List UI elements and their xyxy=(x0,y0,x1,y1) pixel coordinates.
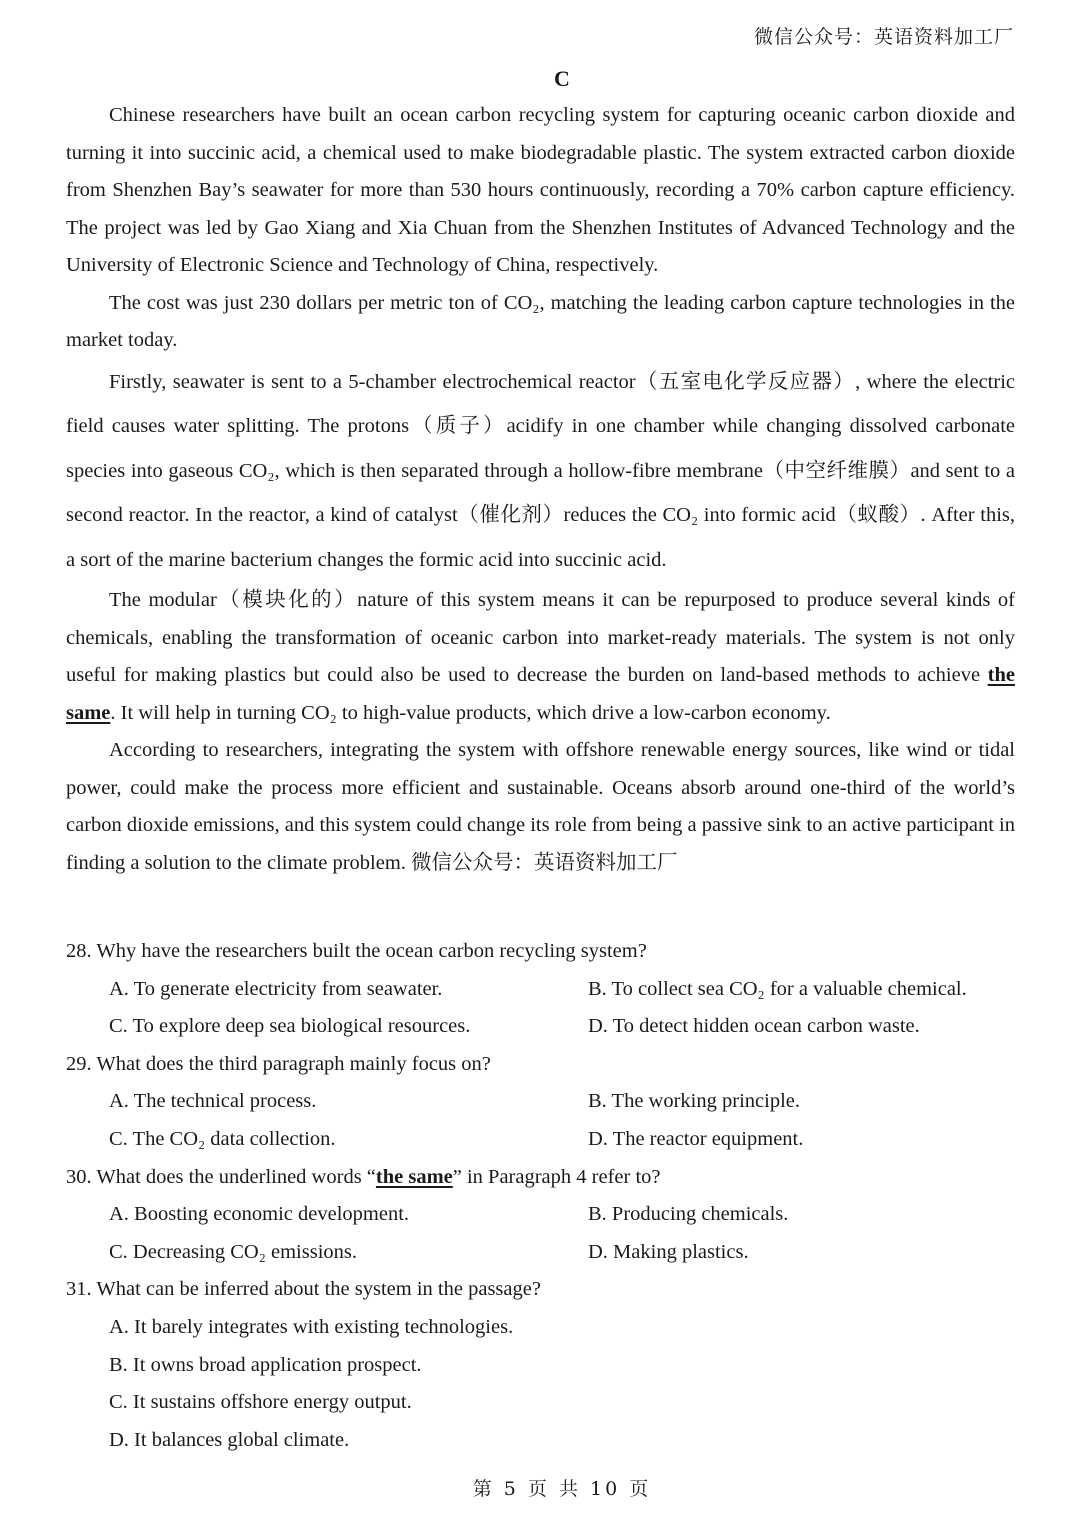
underlined-phrase: the same xyxy=(66,664,1015,724)
section-label: C xyxy=(554,66,570,91)
question-31-option-c: C. It sustains offshore energy output. xyxy=(109,1391,412,1414)
question-31-option-a: A. It barely integrates with existing technologies. xyxy=(109,1315,514,1338)
paragraph-2: The cost was just 230 dollars per metric ton of CO₂, matching the leading carbon capture technologies in the market today. xyxy=(66,291,1015,351)
question-31-option-d: D. It balances global climate. xyxy=(109,1428,350,1451)
question-30-underlined-phrase: the same xyxy=(375,1165,453,1188)
paragraph-4-part-1: The modular（模块化的）nature of this system means it can be repurposed to produce several kinds of chemicals, enabling the transformation of oceanic carbon into market-ready materials. The system is not only useful for making plastics but could also be used to decrease the burden on land-based methods to achieve xyxy=(66,589,1015,686)
question-28-options xyxy=(66,971,1026,1046)
question-30-option-b: B. Producing chemicals. xyxy=(588,1203,789,1226)
question-30-options xyxy=(66,1196,1026,1271)
page-number: 第 5 页 共 10 页 xyxy=(472,1478,652,1500)
paragraph-5: According to researchers, integrating the system with offshore renewable energy sources, like wind or tidal power, could make the process more efficient and sustainable. Oceans absorb around one-third of the world’s carbon dioxide emissions, and this system could change its role from being a passive sink to an active participant in finding a solution to the climate problem. 微信公众号：英语资料加工厂 xyxy=(66,739,1015,874)
question-29-option-b: B. The working principle. xyxy=(588,1090,800,1113)
question-30-option-c: C. Decreasing CO₂ emissions. xyxy=(109,1240,357,1263)
question-28-option-d: D. To detect hidden ocean carbon waste. xyxy=(588,1015,920,1038)
question-28-stem: 28. Why have the researchers built the ocean carbon recycling system? xyxy=(66,940,647,962)
question-30-option-a: A. Boosting economic development. xyxy=(109,1203,410,1226)
question-31-options xyxy=(66,1309,1026,1459)
question-28-option-a: A. To generate electricity from seawater. xyxy=(109,977,443,1000)
question-30-stem-part-1: 30. What does the underlined words “ xyxy=(66,1165,376,1188)
paragraph-3: Firstly, seawater is sent to a 5-chamber electrochemical reactor（五室电化学反应器）, where the electric field causes water splitting. The protons（质子）acidify in one chamber while changing dissolved carbonate species into gaseous CO₂, which is then separated through a hollow-fibre membrane（中空纤维膜）and sent to a second reactor. In the reactor, a kind of catalyst（催化剂）reduces the CO₂ into formic acid（蚁酸）. After this, a sort of the marine bacterium changes the formic acid into succinic acid. xyxy=(66,370,1015,571)
paragraph-4 xyxy=(66,582,1015,732)
wechat-header: 微信公众号：英语资料加工厂 xyxy=(753,26,1014,48)
question-list xyxy=(66,933,1026,1459)
paragraph-4-part-2: . It will help in turning CO₂ to high-value products, which drive a low-carbon economy. xyxy=(110,701,831,724)
question-30-stem xyxy=(66,1159,1026,1197)
question-30-stem-part-2: ” in Paragraph 4 refer to? xyxy=(452,1165,661,1188)
question-29-option-d: D. The reactor equipment. xyxy=(588,1127,804,1150)
reading-passage xyxy=(66,97,1015,882)
question-29-option-a: A. The technical process. xyxy=(109,1090,317,1113)
question-29-options xyxy=(66,1083,1026,1158)
question-28-option-c: C. To explore deep sea biological resources. xyxy=(109,1015,471,1038)
question-31-stem: 31. What can be inferred about the system in the passage? xyxy=(66,1278,541,1301)
question-30-option-d: D. Making plastics. xyxy=(588,1240,749,1263)
paragraph-1: Chinese researchers have built an ocean carbon recycling system for capturing oceanic carbon dioxide and turning it into succinic acid, a chemical used to make biodegradable plastic. The system extracted carbon dioxide from Shenzhen Bay’s seawater for more than 530 hours continuously, recording a 70% carbon capture efficiency. The project was led by Gao Xiang and Xia Chuan from the Shenzhen Institutes of Advanced Technology and the University of Electronic Science and Technology of China, respectively. xyxy=(66,104,1015,276)
question-28-option-b: B. To collect sea CO₂ for a valuable chemical. xyxy=(588,977,967,1000)
question-29-stem: 29. What does the third paragraph mainly focus on? xyxy=(66,1052,491,1075)
question-31-option-b: B. It owns broad application prospect. xyxy=(109,1353,422,1376)
question-29-option-c: C. The CO₂ data collection. xyxy=(109,1127,336,1150)
